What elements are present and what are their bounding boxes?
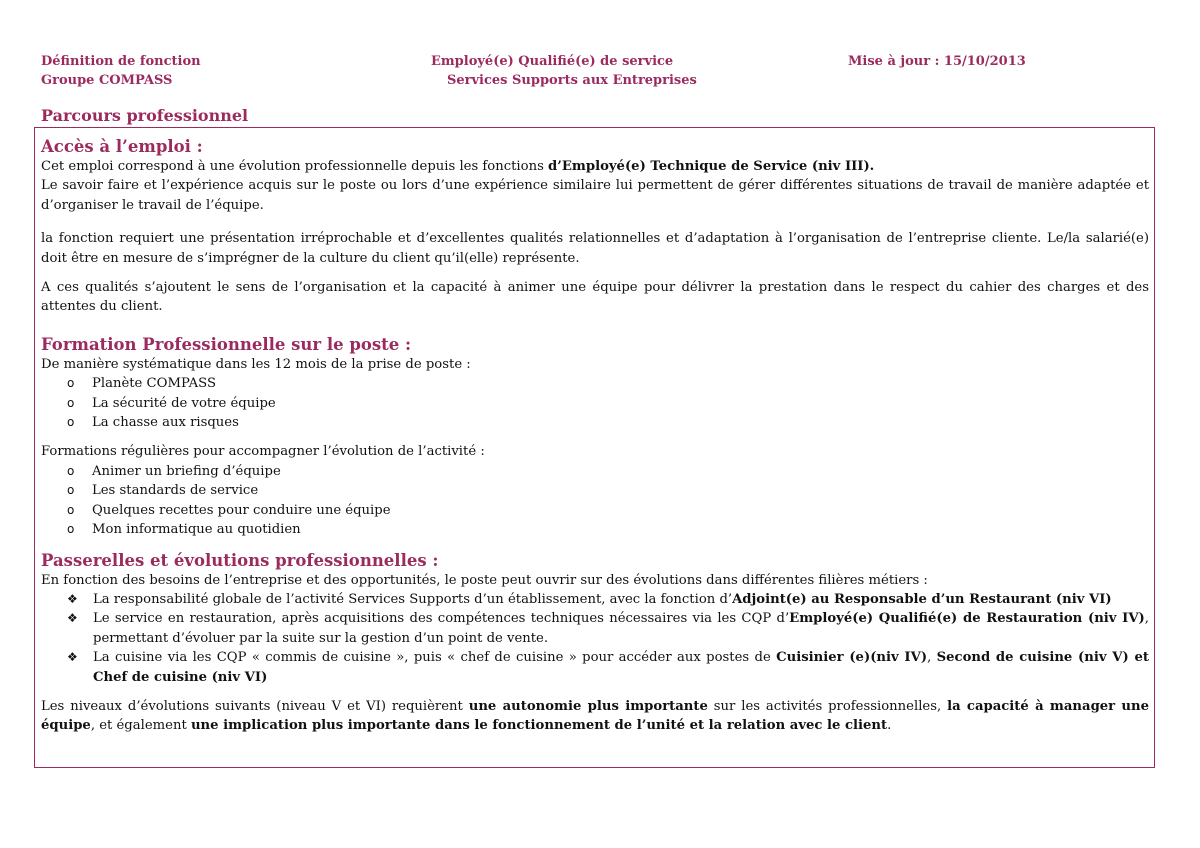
list-item: ❖ La cuisine via les CQP « commis de cuisine », puis « chef de cuisine » pour accéder aux postes de Cuisinier (e)(niv IV), Second de cuisine (niv V) et Chef de cuisine (niv VI) xyxy=(67,650,1150,685)
header-right xyxy=(848,52,1026,71)
list-item: ❖ La responsabilité globale de l’activité Services Supports d’un établissement, avec la fonction d’Adjoint(e) au Responsable d’un Restaurant (niv VI) xyxy=(67,590,1149,609)
content-body xyxy=(41,136,1149,736)
job-title: Employé(e) Qualifié(e) de service xyxy=(431,54,674,69)
section-title-acces: Accès à l’emploi : xyxy=(41,137,203,156)
diamond-bullet-icon: ❖ xyxy=(67,591,78,606)
formation-intro-2: Formations régulières pour accompagner l’évolution de l’activité : xyxy=(41,444,485,460)
list-item: o Animer un briefing d’équipe xyxy=(67,462,1149,481)
passerelles-list xyxy=(41,590,1149,687)
acces-paragraph-1: Cet emploi correspond à une évolution professionnelle depuis les fonctions d’Employé(e) Technique de Service (niv III). xyxy=(41,159,875,174)
passerelles-conclusion: Les niveaux d’évolutions suivants (niveau V et VI) requièrent une autonomie plus importante sur les activités professionnelles, la capacité à manager une équipe, et également une implication plus importante dans le fonctionnement de l’unité et la relation avec le client. xyxy=(41,698,1149,734)
page-title: Parcours professionnel xyxy=(41,106,249,125)
header-center xyxy=(431,52,697,90)
section-title-formation: Formation Professionnelle sur le poste : xyxy=(41,334,412,354)
list-item: o Planète COMPASS xyxy=(67,374,1149,393)
formation-list-1 xyxy=(41,374,1149,432)
list-item: o Les standards de service xyxy=(67,481,1149,500)
list-item: ❖ Le service en restauration, après acquisitions des compétences techniques nécessaires via les CQP d’Employé(e) Qualifié(e) de Restauration (niv IV), permettant d’évoluer par la suite sur la gestion d’un point de vente. xyxy=(67,611,1149,646)
group-label: Groupe COMPASS xyxy=(41,73,173,88)
acces-paragraph-4: A ces qualités s’ajoutent le sens de l’organisation et la capacité à animer une équipe pour délivrer la prestation dans le respect du cahier des charges et des attentes du client. xyxy=(41,280,1149,315)
list-item: o Quelques recettes pour conduire une équipe xyxy=(67,501,1149,520)
section-title-passerelles: Passerelles et évolutions professionnelles : xyxy=(41,550,439,570)
diamond-bullet-icon: ❖ xyxy=(67,650,78,665)
acces-paragraph-3: la fonction requiert une présentation irréprochable et d’excellentes qualités relationnelles et d’adaptation à l’organisation de l’entreprise cliente. Le/la salarié(e) doit être en mesure de s’imprégner de la culture du client qu’il(elle) représente. xyxy=(41,231,1149,266)
header-left xyxy=(41,52,201,90)
diamond-bullet-icon: ❖ xyxy=(67,611,78,626)
department-label: Services Supports aux Entreprises xyxy=(447,73,697,88)
doc-type-label: Définition de fonction xyxy=(41,54,201,69)
list-item: o La chasse aux risques xyxy=(67,413,1149,432)
update-date: Mise à jour : 15/10/2013 xyxy=(848,54,1026,69)
formation-intro-1: De manière systématique dans les 12 mois de la prise de poste : xyxy=(41,356,471,372)
list-item: o Mon informatique au quotidien xyxy=(67,520,1149,539)
passerelles-intro: En fonction des besoins de l’entreprise et des opportunités, le poste peut ouvrir sur des évolutions dans différentes filières métiers : xyxy=(41,572,928,588)
list-item: o La sécurité de votre équipe xyxy=(67,394,1149,413)
formation-list-2 xyxy=(41,462,1149,540)
acces-paragraph-2: Le savoir faire et l’expérience acquis sur le poste ou lors d’une expérience similaire lui permettent de gérer différentes situations de travail de manière adaptée et d’organiser le travail de l’équipe. xyxy=(41,178,1149,213)
